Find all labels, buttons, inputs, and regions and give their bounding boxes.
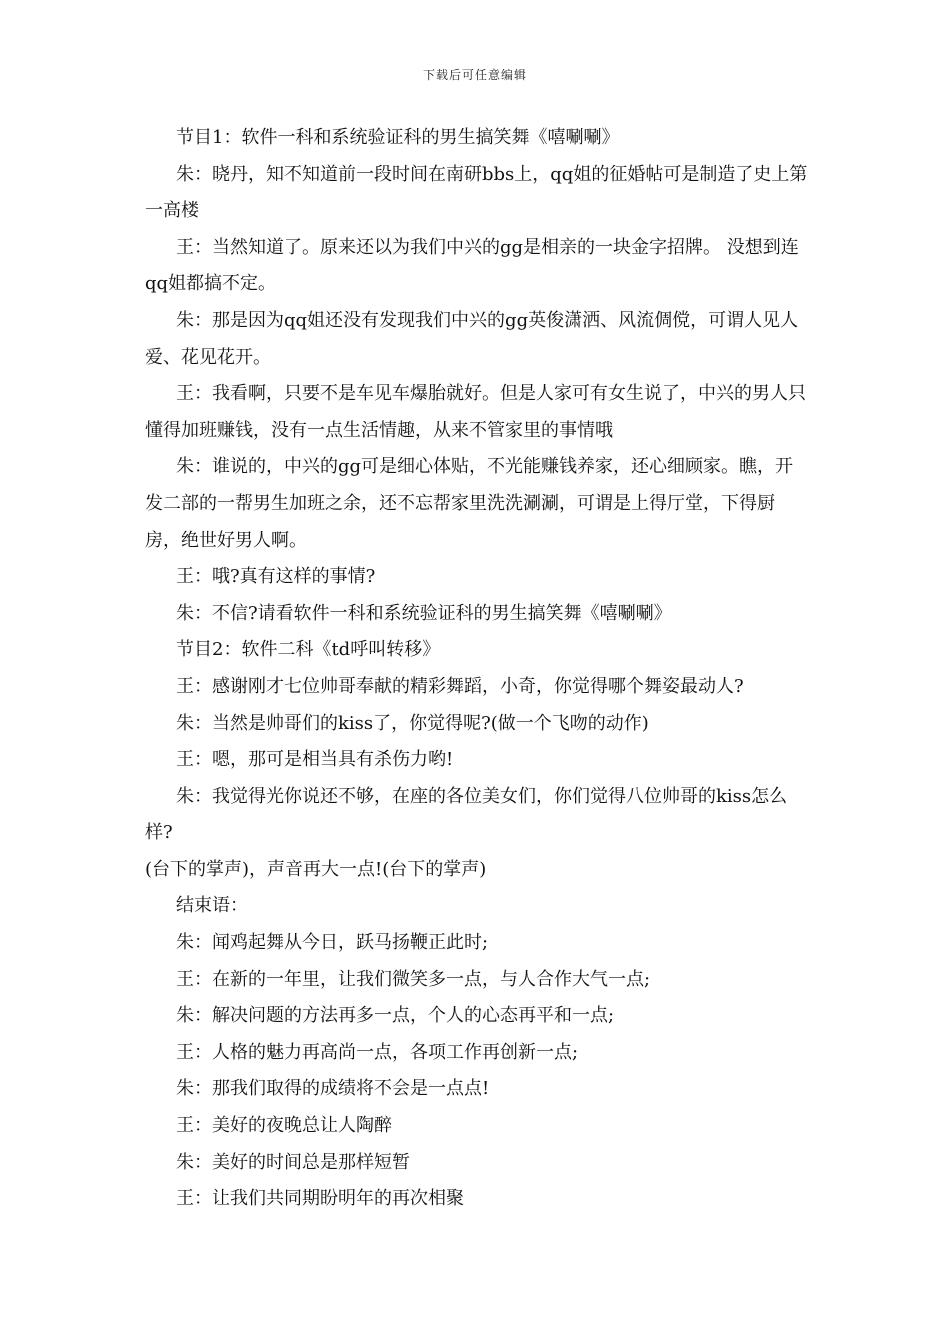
paragraph: 结束语： bbox=[176, 895, 248, 917]
paragraph: 王：美好的夜晚总让人陶醉 bbox=[176, 1115, 392, 1137]
paragraph: 节目2：软件二科《td呼叫转移》 bbox=[176, 639, 441, 661]
paragraph: 王：哦?真有这样的事情? bbox=[176, 566, 376, 588]
paragraph: 朱：我觉得光你说还不够，在座的各位美女们，你们觉得八位帅哥的kiss怎么样? bbox=[145, 785, 788, 844]
page-header-note: 下载后可任意编辑 bbox=[422, 68, 527, 82]
paragraph: 王：我看啊，只要不是车见车爆胎就好。但是人家可有女生说了，中兴的男人只懂得加班赚钱，没有一点生活情趣，从来不管家里的事情哦 bbox=[145, 383, 806, 441]
paragraph: 王：当然知道了。原来还以为我们中兴的gg是相亲的一块金字招牌。 没想到连qq姐都搞不定。 bbox=[145, 236, 799, 295]
paragraph: 王：让我们共同期盼明年的再次相聚 bbox=[176, 1188, 464, 1210]
paragraph: 王：在新的一年里，让我们微笑多一点，与人合作大气一点; bbox=[176, 968, 651, 990]
paragraph: 朱：闻鸡起舞从今日，跃马扬鞭正此时; bbox=[176, 932, 489, 954]
paragraph: 朱：那我们取得的成绩将不会是一点点! bbox=[176, 1078, 490, 1100]
paragraph: 朱：解决问题的方法再多一点，个人的心态再平和一点; bbox=[176, 1005, 615, 1027]
document-body bbox=[145, 120, 810, 1218]
paragraph: 朱：那是因为qq姐还没有发现我们中兴的gg英俊潇洒、风流倜傥，可谓人见人爱、花见花开。 bbox=[145, 309, 799, 368]
paragraph: 王：人格的魅力再高尚一点，各项工作再创新一点; bbox=[176, 1041, 579, 1063]
paragraph: 节目1：软件一科和系统验证科的男生搞笑舞《嘻唰唰》 bbox=[176, 127, 620, 148]
paragraph: 朱：当然是帅哥们的kiss了，你觉得呢?(做一个飞吻的动作) bbox=[176, 712, 649, 734]
paragraph: 朱：晓丹，知不知道前一段时间在南研bbs上，qq姐的征婚帖可是制造了史上第一高楼 bbox=[145, 163, 808, 222]
paragraph: (台下的掌声)，声音再大一点!(台下的掌声) bbox=[145, 858, 487, 880]
paragraph: 王：感谢刚才七位帅哥奉献的精彩舞蹈，小奇，你觉得哪个舞姿最动人? bbox=[176, 675, 744, 697]
paragraph: 朱：不信?请看软件一科和系统验证科的男生搞笑舞《嘻唰唰》 bbox=[176, 602, 672, 624]
paragraph: 王：嗯，那可是相当具有杀伤力哟! bbox=[176, 749, 454, 771]
paragraph: 朱：美好的时间总是那样短暂 bbox=[176, 1151, 410, 1173]
paragraph: 朱：谁说的，中兴的gg可是细心体贴，不光能赚钱养家，还心细顾家。瞧，开发二部的一帮男生加班之余，还不忘帮家里洗洗涮涮，可谓是上得厅堂，下得厨房，绝世好男人啊。 bbox=[145, 456, 794, 551]
